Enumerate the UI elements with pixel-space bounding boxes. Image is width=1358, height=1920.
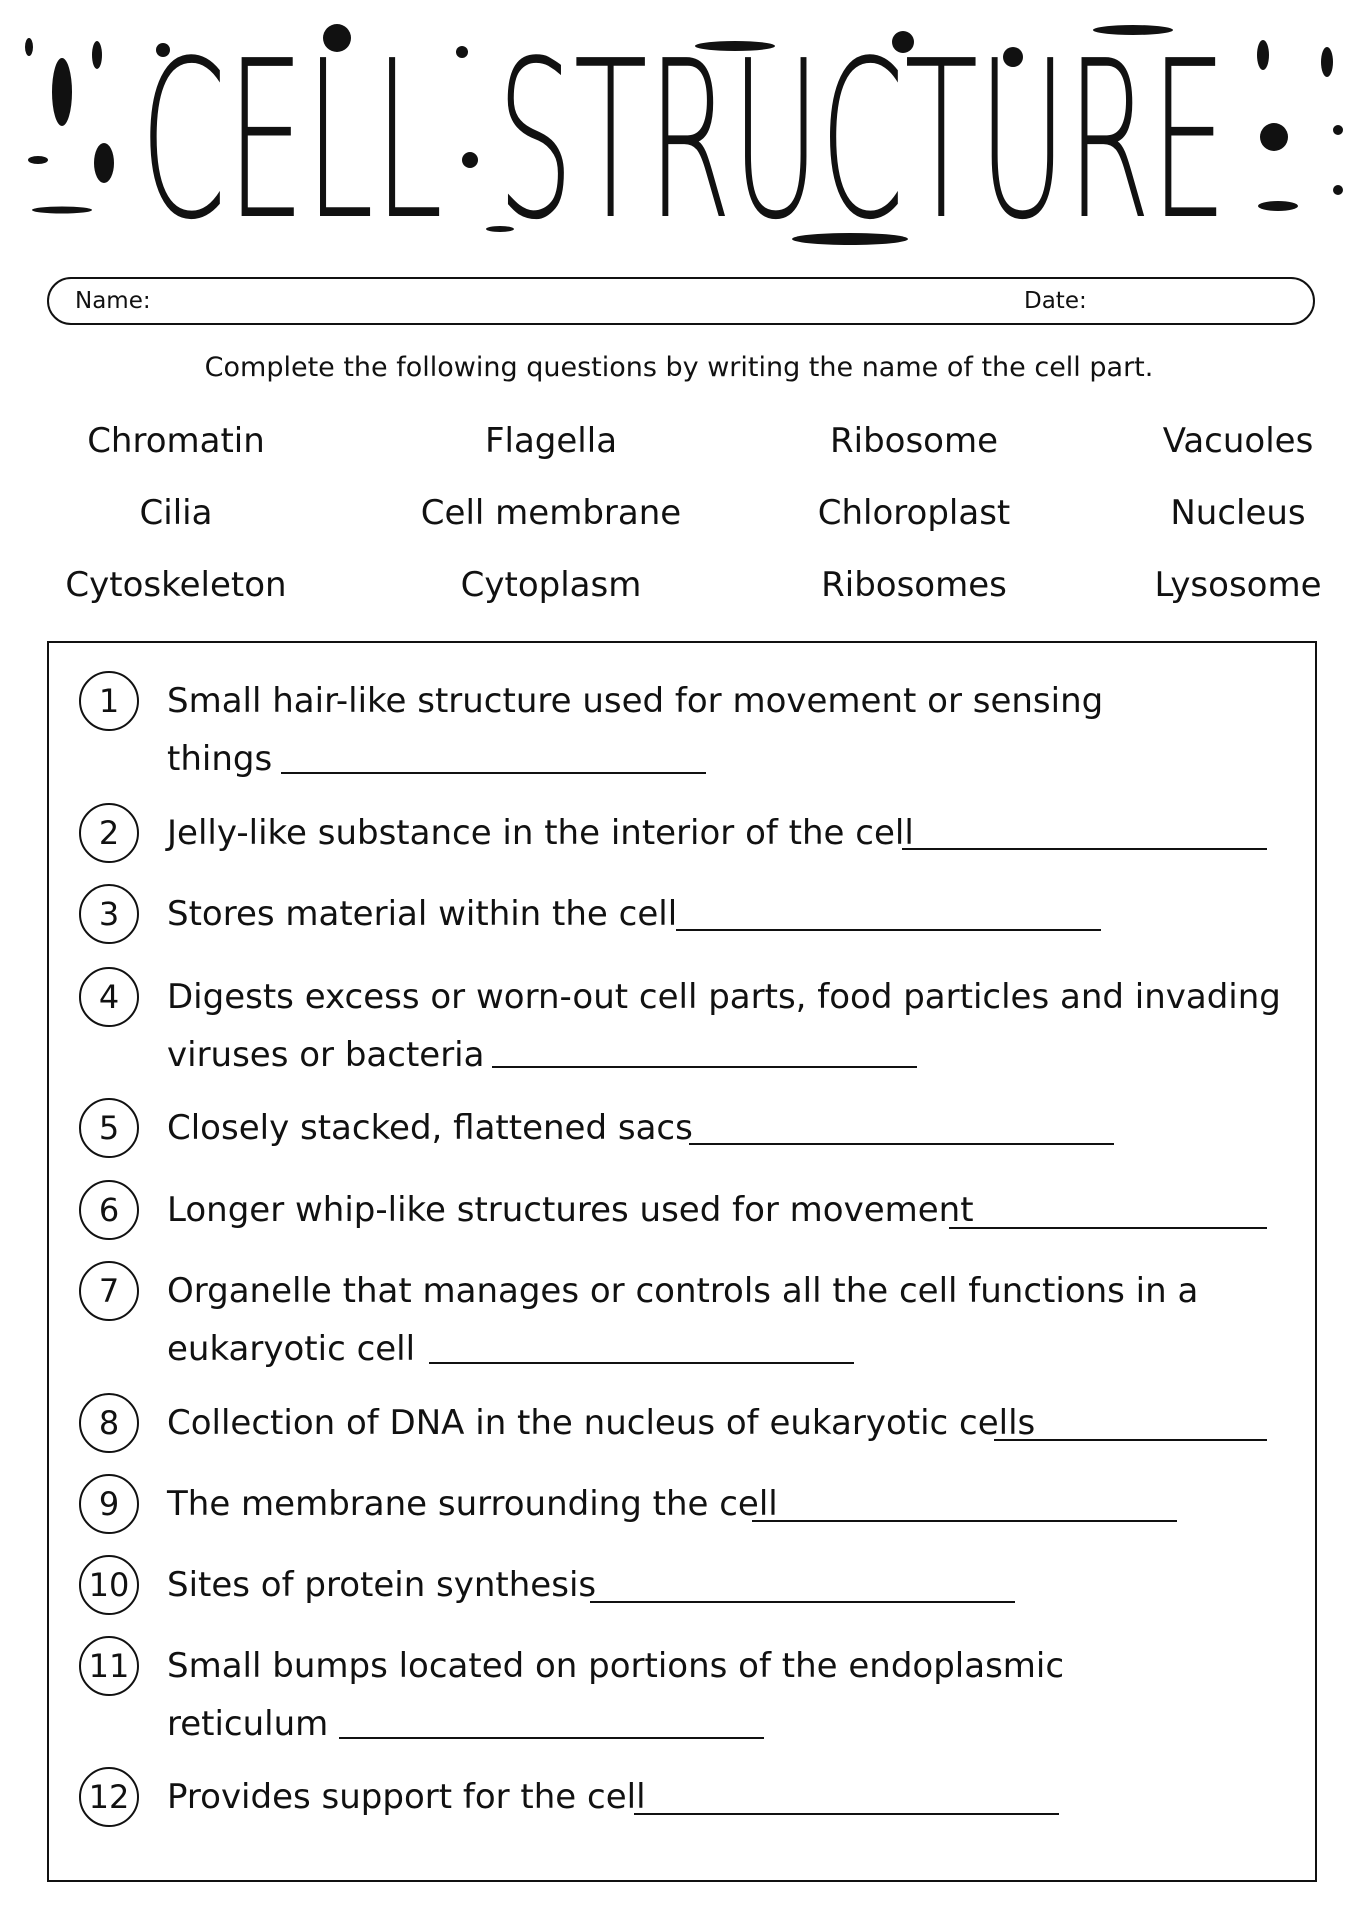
answer-blank[interactable]	[689, 1143, 1114, 1145]
word-bank-item: Cytoskeleton	[65, 565, 287, 605]
question-number: 8	[79, 1393, 139, 1453]
word-bank-item: Lysosome	[1154, 565, 1322, 605]
question-text: Organelle that manages or controls all the cell functions in a	[167, 1271, 1199, 1311]
question-number: 2	[79, 803, 139, 863]
question-text: Longer whip-like structures used for movement	[167, 1190, 974, 1230]
question-text: Jelly-like substance in the interior of the cell	[167, 813, 914, 853]
answer-blank[interactable]	[676, 929, 1101, 931]
question-text: viruses or bacteria	[167, 1035, 485, 1075]
answer-blank[interactable]	[281, 772, 706, 774]
title-area	[0, 0, 1358, 250]
word-bank-item: Ribosome	[829, 421, 999, 461]
question-number: 11	[79, 1636, 139, 1696]
answer-blank[interactable]	[902, 848, 1267, 850]
word-bank-item: Cell membrane	[420, 493, 682, 533]
question-text: reticulum	[167, 1704, 329, 1744]
date-label: Date:	[1024, 288, 1087, 314]
question-text: Provides support for the cell	[167, 1777, 646, 1817]
question-text: eukaryotic cell	[167, 1329, 416, 1369]
word-bank-item: Vacuoles	[1162, 421, 1314, 461]
word-bank-item: Ribosomes	[821, 565, 1007, 605]
question-text: Collection of DNA in the nucleus of eukaryotic cells	[167, 1403, 1036, 1443]
question-number: 6	[79, 1180, 139, 1240]
question-text: Small hair-like structure used for movement or sensing	[167, 681, 1104, 721]
word-bank-item: Cytoplasm	[460, 565, 642, 605]
question-number: 9	[79, 1474, 139, 1534]
word-bank-item: Chloroplast	[817, 493, 1011, 533]
name-label: Name:	[75, 288, 151, 314]
question-number: 10	[79, 1555, 139, 1615]
question-text: The membrane surrounding the cell	[167, 1484, 778, 1524]
question-text: things	[167, 739, 273, 779]
answer-blank[interactable]	[994, 1439, 1267, 1441]
question-text: Small bumps located on portions of the endoplasmic	[167, 1646, 1065, 1686]
answer-blank[interactable]	[752, 1520, 1177, 1522]
word-bank-item: Chromatin	[87, 421, 265, 461]
word-bank-item: Flagella	[484, 421, 618, 461]
answer-blank[interactable]	[429, 1362, 854, 1364]
question-text: Sites of protein synthesis	[167, 1565, 597, 1605]
answer-blank[interactable]	[339, 1737, 764, 1739]
word-bank-item: Nucleus	[1170, 493, 1306, 533]
answer-blank[interactable]	[492, 1066, 917, 1068]
name-date-bar	[47, 277, 1315, 325]
question-text: Stores material within the cell	[167, 894, 678, 934]
question-number: 5	[79, 1098, 139, 1158]
question-text: Closely stacked, flattened sacs	[167, 1108, 693, 1148]
answer-blank[interactable]	[590, 1601, 1015, 1603]
instruction-text: Complete the following questions by writing the name of the cell part.	[204, 352, 1154, 383]
word-bank-item: Cilia	[139, 493, 213, 533]
question-number: 1	[79, 671, 139, 731]
title-word-structure: STRUCTURE	[497, 15, 1227, 250]
title-decoration	[0, 0, 1358, 250]
answer-blank[interactable]	[634, 1813, 1059, 1815]
answer-blank[interactable]	[949, 1227, 1267, 1229]
question-number: 12	[79, 1767, 139, 1827]
questions-box	[47, 641, 1317, 1882]
question-number: 7	[79, 1261, 139, 1321]
question-number: 4	[79, 967, 139, 1027]
question-text: Digests excess or worn-out cell parts, food particles and invading	[167, 977, 1281, 1017]
question-number: 3	[79, 884, 139, 944]
title-word-cell: CELL	[140, 15, 443, 250]
